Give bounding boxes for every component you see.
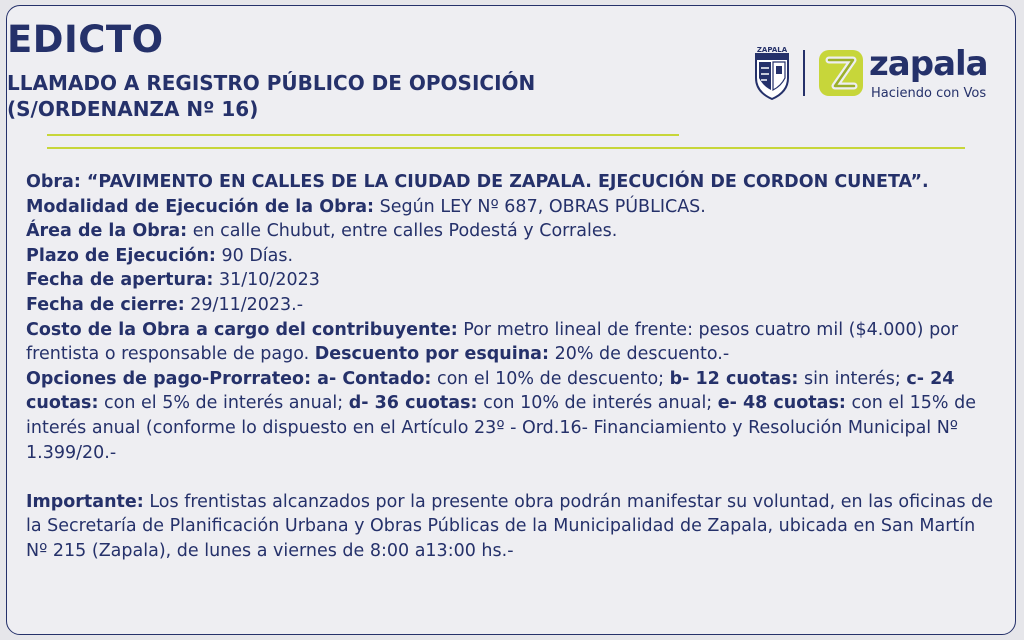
zapala-z-logo-icon (817, 48, 865, 98)
zapala-shield-icon (753, 44, 791, 100)
paragraph-gap (26, 465, 1001, 490)
apertura-line (26, 268, 1001, 293)
edict-body (26, 170, 1001, 564)
plazo-label: Plazo de Ejecución: (26, 245, 216, 266)
costo-value: Por metro lineal de frente: pesos cuatro mil ($4.000) por frentista o responsable de pago. (26, 319, 959, 365)
modalidad-value: Según LEY Nº 687, OBRAS PÚBLICAS. (374, 196, 706, 217)
opcion-e-value: con el 15% de interés anual (conforme lo dispuesto en el Artículo 23º - Ord.16- Financiamiento y Resolución Municipal Nº 1.399/20.- (26, 393, 976, 463)
opciones-paragraph (26, 367, 1001, 465)
importante-label: Importante: (26, 491, 144, 512)
descuento-value: 20% de descuento.- (549, 344, 730, 365)
costo-paragraph (26, 318, 1001, 367)
apertura-label: Fecha de apertura: (26, 270, 214, 291)
area-line (26, 219, 1001, 244)
opcion-e-label: e- 48 cuotas: (717, 393, 846, 414)
opcion-d-value: con 10% de interés anual; (477, 393, 718, 414)
opcion-c-value: con el 5% de interés anual; (98, 393, 349, 414)
modalidad-label: Modalidad de Ejecución de la Obra: (26, 196, 375, 217)
logo-group (747, 42, 1007, 102)
area-label: Área de la Obra: (26, 221, 188, 242)
accent-divider-short (47, 134, 679, 136)
page-title: EDICTO (7, 18, 164, 61)
brand-tagline: Haciendo con Vos (871, 86, 987, 101)
descuento-label: Descuento por esquina: (314, 344, 549, 365)
costo-label: Costo de la Obra a cargo del contribuyente: (26, 319, 458, 340)
accent-divider-long (47, 147, 965, 149)
obra-label: Obra: “PAVIMENTO EN CALLES DE LA CIUDAD DE ZAPALA. EJECUCIÓN DE CORDON CUNETA”. (26, 172, 929, 192)
edict-card (6, 5, 1016, 635)
opcion-a-label: Opciones de pago-Prorrateo: a- Contado: (26, 368, 432, 389)
importante-paragraph (26, 490, 1001, 564)
shield-text: ZAPALA (756, 46, 788, 54)
cierre-label: Fecha de cierre: (26, 294, 185, 315)
opcion-b-label: b- 12 cuotas: (669, 368, 799, 389)
modalidad-line (26, 195, 1001, 220)
brand-wordmark: zapala (869, 44, 988, 84)
subtitle-line-1: LLAMADO A REGISTRO PÚBLICO DE OPOSICIÓN (7, 71, 536, 95)
plazo-value: 90 Días. (215, 245, 294, 266)
cierre-line (26, 293, 1001, 318)
subtitle-line-2: (S/ORDENANZA Nº 16) (7, 97, 259, 121)
area-value: en calle Chubut, entre calles Podestá y Corrales. (187, 221, 618, 242)
cierre-value: 29/11/2023.- (184, 294, 304, 315)
plazo-line (26, 244, 1001, 269)
opcion-c-label: c- 24 cuotas: (26, 368, 955, 414)
obra-line (26, 170, 1001, 195)
logo-divider (803, 50, 805, 96)
opcion-d-label: d- 36 cuotas: (348, 393, 478, 414)
opcion-a-value: con el 10% de descuento; (431, 368, 670, 389)
opcion-b-value: sin interés; (798, 368, 907, 389)
page-subtitle (7, 70, 707, 122)
apertura-value: 31/10/2023 (213, 270, 320, 291)
importante-value: Los frentistas alcanzados por la presente obra podrán manifestar su voluntad, en las oficinas de la Secretaría de Planificación Urbana y Obras Públicas de la Municipalidad de Zapala, ubicada en San Martín Nº 215 (Zapala), de lunes a viernes de 8:00 a13:00 hs.- (26, 491, 993, 561)
